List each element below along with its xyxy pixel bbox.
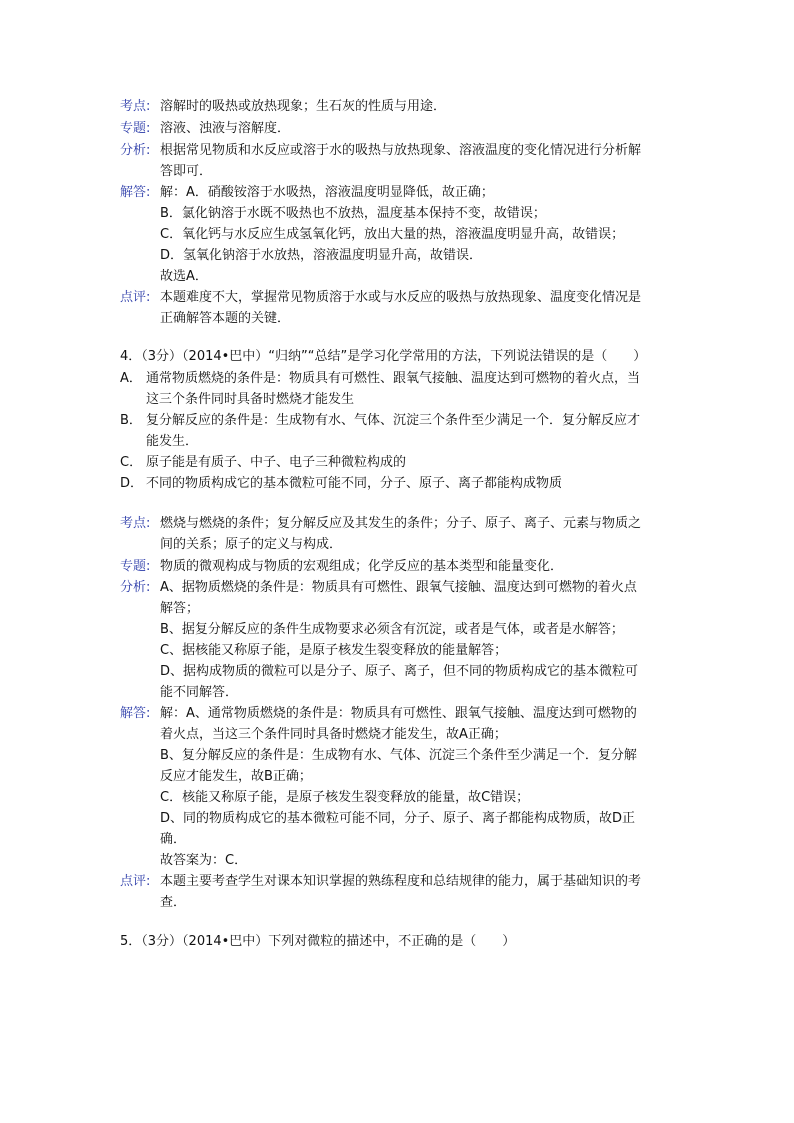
option-label: D． xyxy=(120,476,144,491)
fenxi-line: 根据常见物质和水反应或溶于水的吸热与放热现象、溶液温度的变化情况进行分析解 xyxy=(160,143,642,158)
jieda-line: B、复分解反应的条件是：生成物有水、气体、沉淀三个条件至少满足一个．复分解 xyxy=(160,748,637,763)
jieda-line: C．核能又称原子能，是原子核发生裂变释放的能量，故C错误； xyxy=(160,790,530,805)
kaodian-line: 燃烧与燃烧的条件；复分解反应及其发生的条件；分子、原子、离子、元素与物质之 xyxy=(160,516,642,531)
fenxi-line: 解答； xyxy=(160,601,200,616)
option-line: 这三个条件同时具备时燃烧才能发生 xyxy=(146,392,355,407)
fenxi-line: 答即可． xyxy=(160,164,213,179)
fenxi-line: D、据构成物质的微粒可以是分子、原子、离子，但不同的物质构成它的基本微粒可 xyxy=(160,664,639,679)
jieda-line: 着火点，当这三个条件同时具备时燃烧才能发生，故A正确； xyxy=(160,727,507,742)
fenxi-line: C、据核能又称原子能，是原子核发生裂变释放的能量解答； xyxy=(160,643,508,658)
option-label: C． xyxy=(120,455,143,470)
jieda-line: 故选A． xyxy=(160,269,208,284)
option-label: B． xyxy=(120,413,142,428)
jieda-label: 解答: xyxy=(120,185,151,200)
jieda-line: 解：A．硝酸铵溶于水吸热，溶液温度明显降低，故正确； xyxy=(160,185,494,200)
dianping-line: 本题主要考查学生对课本知识掌握的熟练程度和总结规律的能力，属于基础知识的考 xyxy=(160,874,642,889)
kaodian-label: 考点: xyxy=(120,99,151,114)
jieda-line: 确． xyxy=(160,832,187,847)
zhuanti-text: 物质的微观构成与物质的宏观组成；化学反应的基本类型和能量变化． xyxy=(160,559,564,574)
jieda-line: D、同的物质构成它的基本微粒可能不同，分子、原子、离子都能构成物质，故D正 xyxy=(160,811,636,826)
option-label: A． xyxy=(120,371,142,386)
option-line: 能发生． xyxy=(146,434,199,449)
fenxi-line: 能不同解答． xyxy=(160,685,239,700)
jieda-label: 解答: xyxy=(120,706,151,721)
fenxi-line: B、据复分解反应的条件生成物要求必须含有沉淀，或者是气体，或者是水解答； xyxy=(160,622,624,637)
fenxi-label: 分析: xyxy=(120,580,151,595)
kaodian-line: 间的关系；原子的定义与构成． xyxy=(160,537,343,552)
option-line: 原子能是有质子、中子、电子三种微粒构成的 xyxy=(146,455,407,470)
jieda-line: 反应才能发生，故B正确； xyxy=(160,769,312,784)
option-line: 通常物质燃烧的条件是：物质具有可燃性、跟氧气接触、温度达到可燃物的着火点，当 xyxy=(146,371,641,386)
option-line: 复分解反应的条件是：生成物有水、气体、沉淀三个条件至少满足一个．复分解反应才 xyxy=(146,413,641,428)
question-5-stem: 5．（3分）（2014•巴中）下列对微粒的描述中，不正确的是（ ） xyxy=(120,934,516,949)
dianping-line: 本题难度不大，掌握常见物质溶于水或与水反应的吸热与放热现象、温度变化情况是 xyxy=(160,290,642,305)
dianping-line: 查． xyxy=(160,895,187,910)
jieda-line: 解：A、通常物质燃烧的条件是：物质具有可燃性、跟氧气接触、温度达到可燃物的 xyxy=(160,706,637,721)
zhuanti-text: 溶液、浊液与溶解度． xyxy=(160,121,291,136)
jieda-line: 故答案为：C． xyxy=(160,853,248,868)
kaodian-text: 溶解时的吸热或放热现象；生石灰的性质与用途． xyxy=(160,99,447,114)
jieda-line: D．氢氧化钠溶于水放热，溶液温度明显升高，故错误． xyxy=(160,248,483,263)
fenxi-label: 分析: xyxy=(120,143,151,158)
option-line: 不同的物质构成它的基本微粒可能不同，分子、原子、离子都能构成物质 xyxy=(146,476,563,491)
fenxi-line: A、据物质燃烧的条件是：物质具有可燃性、跟氧气接触、温度达到可燃物的着火点 xyxy=(160,580,637,595)
kaodian-label: 考点: xyxy=(120,516,151,531)
zhuanti-label: 专题: xyxy=(120,559,151,574)
question-4-stem: 4．（3分）（2014•巴中）“归纳”“总结”是学习化学常用的方法，下列说法错误的是（ ） xyxy=(120,349,647,364)
jieda-line: B．氯化钠溶于水既不吸热也不放热，温度基本保持不变，故错误； xyxy=(160,206,546,221)
dianping-label: 点评: xyxy=(120,290,151,305)
jieda-line: C．氧化钙与水反应生成氢氧化钙，放出大量的热，溶液温度明显升高，故错误； xyxy=(160,227,625,242)
dianping-label: 点评: xyxy=(120,874,151,889)
zhuanti-label: 专题: xyxy=(120,121,151,136)
dianping-line: 正确解答本题的关键． xyxy=(160,311,291,326)
